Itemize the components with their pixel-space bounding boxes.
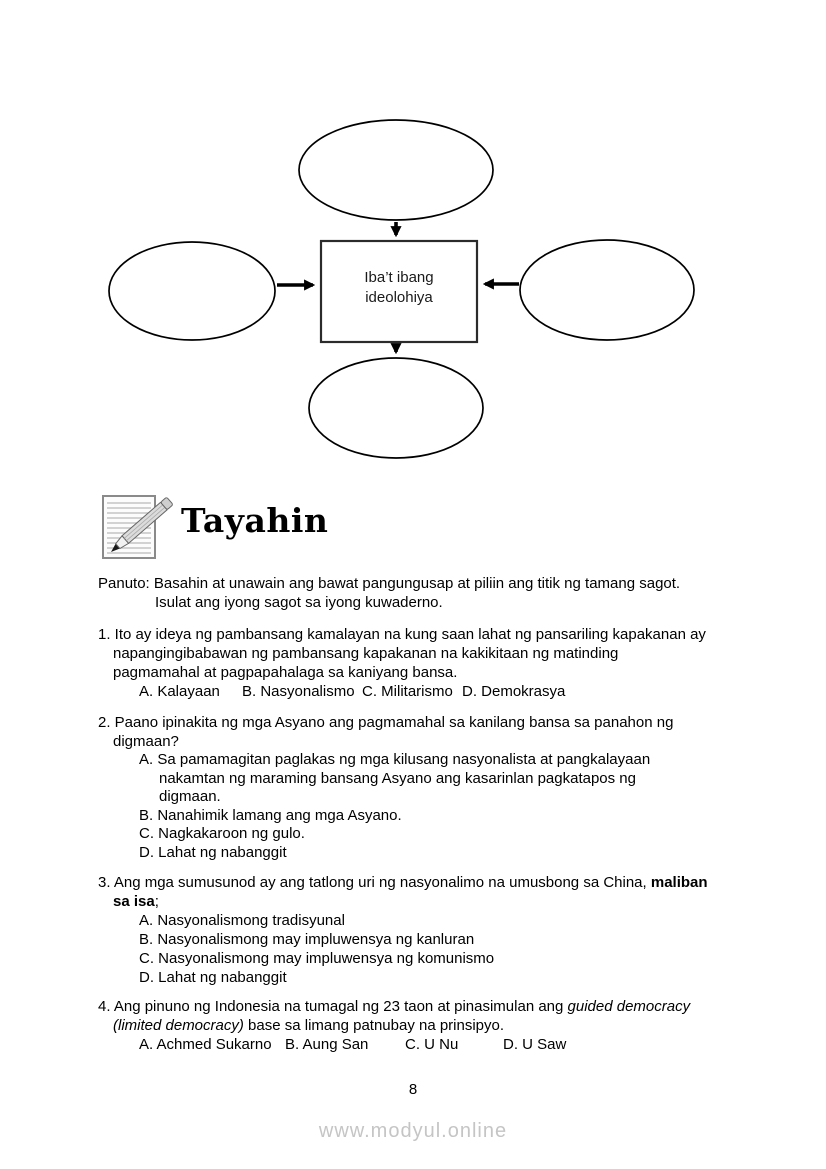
question-stem-line: napangingibabawan ng pambansang kapakanan na kakikitaan ng matinding <box>113 645 619 662</box>
question-stem-line: digmaan? <box>113 732 179 750</box>
option-b: B. Nasyonalismo <box>242 683 355 700</box>
option-a: A. Sa pamamagitan paglakas ng mga kilusang nasyonalista at pangkalayaan <box>139 751 651 768</box>
question-2 <box>98 714 758 862</box>
stem-text-bold: maliban <box>650 874 708 891</box>
option-a: A. Achmed Sukarno <box>139 1036 272 1053</box>
option-a: A. Kalayaan <box>139 683 220 700</box>
options-row <box>98 682 758 701</box>
stem-text-italic: (limited democracy) <box>113 1017 244 1034</box>
option-b: B. Aung San <box>285 1036 369 1053</box>
option-d: D. Lahat ng nabanggit <box>139 969 287 986</box>
option-a-continuation: digmaan. <box>159 788 221 805</box>
question-stem-line: pagmamahal at pagpapahalaga sa kaniyang bansa. <box>113 664 458 681</box>
option-b: B. Nasyonalismong may impluwensya ng kanluran <box>139 931 475 948</box>
diagram-center-label: Iba’t ibang ideolohiya <box>364 269 434 306</box>
option-c: C. Nagkakaroon ng gulo. <box>139 825 305 842</box>
question-stem-line: 1. Ito ay ideya ng pambansang kamalayan na kung saan lahat ng pansariling kapakanan ay <box>98 626 706 643</box>
ellipse-top <box>299 120 493 220</box>
question-1 <box>98 625 758 701</box>
ellipse-left <box>109 242 275 340</box>
section-title: Tayahin <box>181 501 329 540</box>
option-c: C. U Nu <box>405 1036 459 1053</box>
ellipse-bottom <box>309 358 483 458</box>
notepad-pencil-icon <box>97 488 185 564</box>
stem-text: 4. Ang pinuno ng Indonesia na tumagal ng 23 taon at pinasimulan ang <box>98 998 568 1015</box>
option-a: A. Nasyonalismong tradisyunal <box>139 912 345 929</box>
stem-text-italic: guided democracy <box>567 998 691 1015</box>
question-stem-line <box>98 1016 758 1035</box>
question-3 <box>98 873 758 987</box>
stem-text-bold: sa isa <box>113 893 155 910</box>
watermark: www.modyul.online <box>318 1120 508 1142</box>
instructions-line-2: Isulat ang iyong sagot sa iyong kuwaderno. <box>155 594 443 611</box>
option-b: B. Nanahimik lamang ang mga Asyano. <box>139 806 402 824</box>
option-c: C. Militarismo <box>362 683 453 700</box>
stem-text: 3. Ang mga sumusunod ay ang tatlong uri ng nasyonalimo na umusbong sa China, <box>98 874 651 891</box>
options-row <box>98 1035 758 1054</box>
question-4 <box>98 997 758 1054</box>
option-c: C. Nasyonalismong may impluwensya ng komunismo <box>139 950 495 967</box>
question-stem-line <box>98 997 758 1016</box>
option-d: D. Demokrasya <box>462 683 566 700</box>
option-d: D. Lahat ng nabanggit <box>139 843 287 861</box>
page-number: 8 <box>408 1081 418 1098</box>
stem-text: base sa limang patnubay na prinsipyo. <box>243 1017 505 1034</box>
concept-map-diagram <box>0 0 826 475</box>
ellipse-right <box>520 240 694 340</box>
instructions <box>98 574 758 612</box>
question-stem-line: 2. Paano ipinakita ng mga Asyano ang pagmamahal sa kanilang bansa sa panahon ng <box>98 714 674 731</box>
option-d: D. U Saw <box>503 1036 567 1053</box>
option-a-continuation: nakamtan ng maraming bansang Asyano ang kasarinlan pagkatapos ng <box>159 769 636 787</box>
question-stem-line <box>98 892 758 911</box>
question-stem-line <box>98 873 758 892</box>
instructions-line-1: Panuto: Basahin at unawain ang bawat pangungusap at piliin ang titik ng tamang sagot. <box>98 575 681 592</box>
stem-text: ; <box>154 893 159 910</box>
